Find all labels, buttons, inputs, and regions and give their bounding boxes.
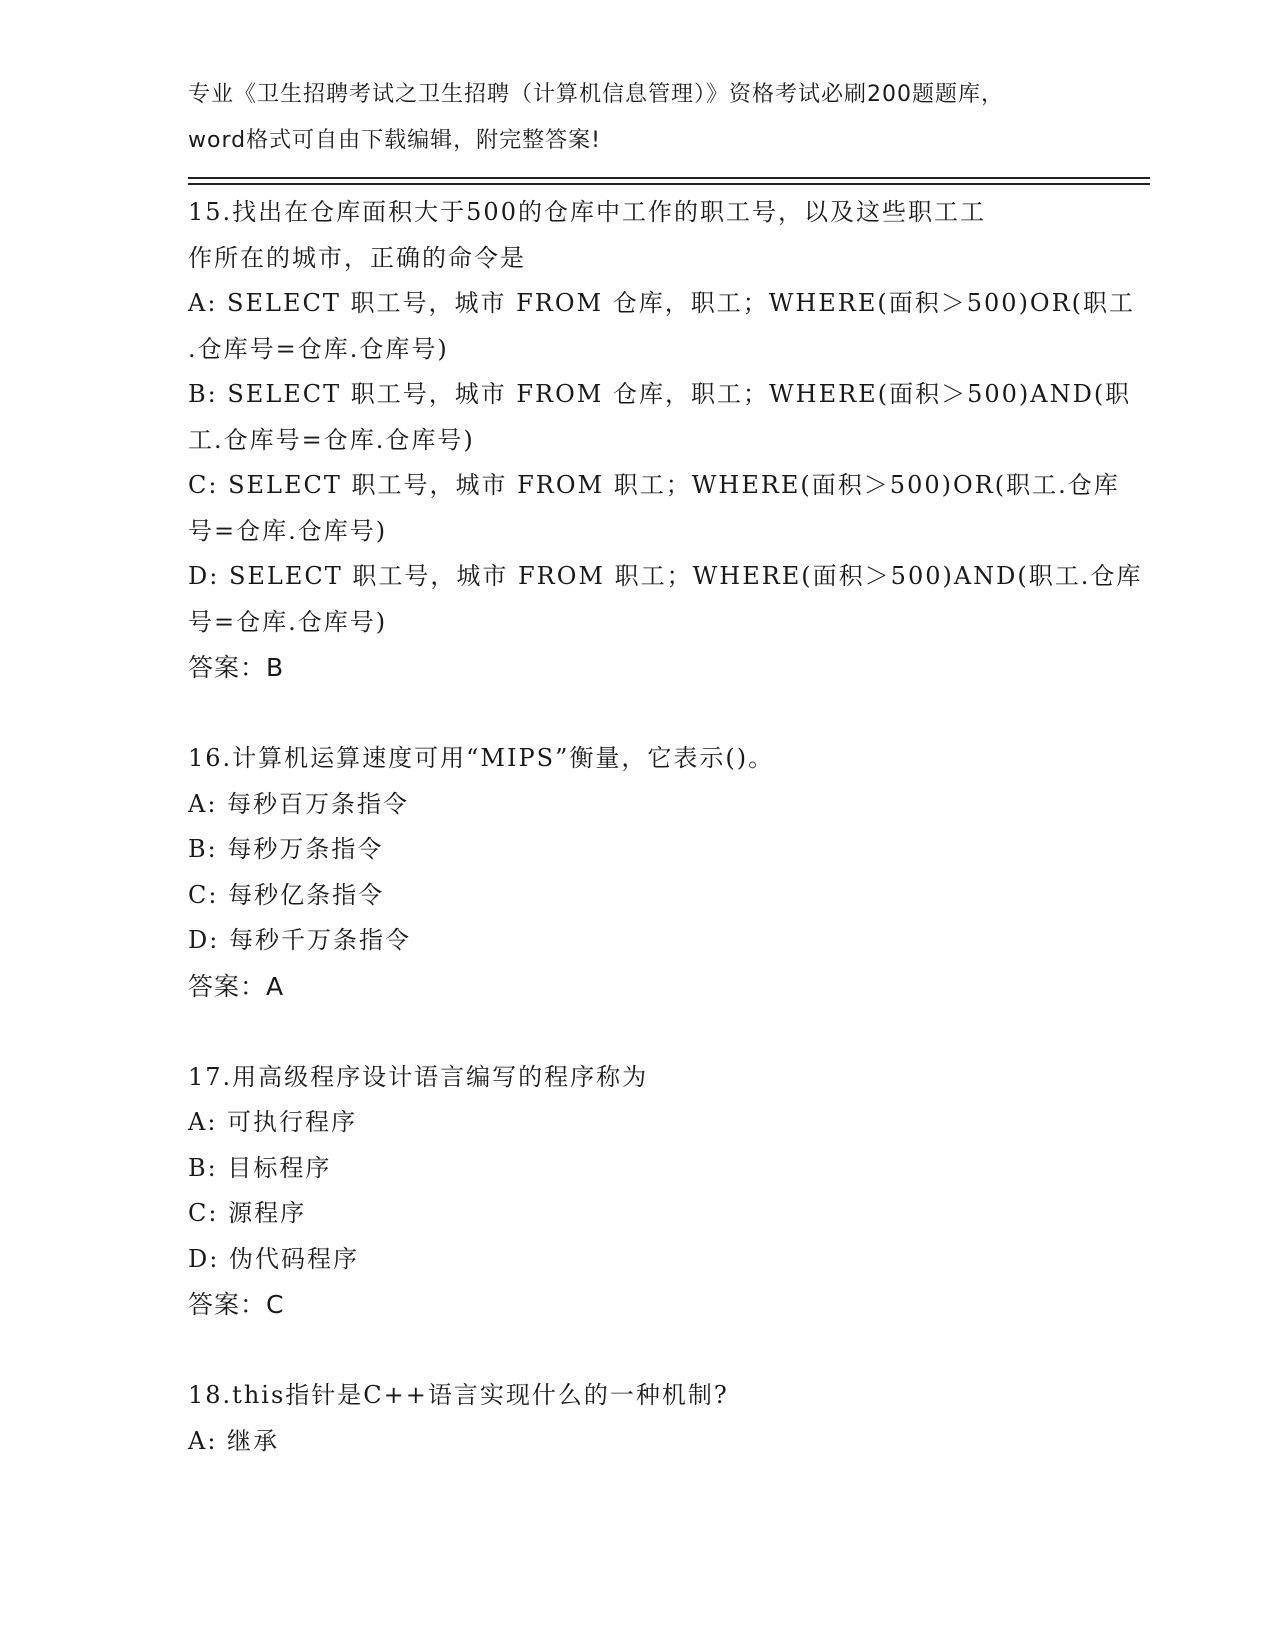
option-d: D: 每秒千万条指令 [188,926,411,954]
question-text: 17.用高级程序设计语言编写的程序称为 [188,1062,649,1091]
option-c: C: SELECT 职工号，城市 FROM 职工；WHERE(面积＞500)OR(职工.仓库 [188,471,1120,499]
question-text: 15.找出在仓库面积大于500的仓库中工作的职工号，以及这些职工工 [188,198,986,226]
spacer [188,1009,1088,1055]
header-divider-bottom [188,183,1150,185]
option-a: A: 每秒百万条指令 [188,789,410,818]
answer: 答案：B [188,653,285,682]
option-b-cont: 工.仓库号=仓库.仓库号) [188,425,475,454]
option-a: A: 可执行程序 [188,1108,358,1136]
option-b: B: SELECT 职工号，城市 FROM 仓库，职工；WHERE(面积＞500)AND(职 [188,380,1132,408]
question-list [188,190,1143,1464]
answer: 答案：A [188,971,285,1001]
answer: 答案：C [188,1290,285,1319]
question-15 [188,190,1143,691]
option-b: B: 目标程序 [188,1153,332,1182]
question-16 [188,736,1088,1009]
option-a: A: 继承 [188,1426,280,1455]
option-c: C: 每秒亿条指令 [188,880,385,909]
document-header [188,72,1068,163]
question-text: 18.this指针是C++语言实现什么的一种机制? [188,1381,729,1409]
option-b: B: 每秒万条指令 [188,835,384,863]
question-text: 16.计算机运算速度可用“MIPS”衡量，它表示()。 [188,744,775,772]
option-a-cont: .仓库号=仓库.仓库号) [188,334,449,363]
header-title-line-1: 专业《卫生招聘考试之卫生招聘（计算机信息管理）》资格考试必刷200题题库， [188,82,1004,107]
header-title-line-2: word格式可自由下载编辑，附完整答案! [188,127,601,153]
spacer [188,691,1088,737]
question-18 [188,1373,1088,1464]
option-d: D: SELECT 职工号，城市 FROM 职工；WHERE(面积＞500)AND(职工.仓库 [188,562,1143,590]
option-c-cont: 号=仓库.仓库号) [188,516,388,545]
option-a: A: SELECT 职工号，城市 FROM 仓库，职工；WHERE(面积＞500)OR(职工 [188,289,1136,317]
option-d: D: 伪代码程序 [188,1244,359,1273]
question-17 [188,1055,1088,1328]
spacer [188,1328,1088,1374]
option-d-cont: 号=仓库.仓库号) [188,607,388,636]
header-divider-top [188,177,1150,179]
option-c: C: 源程序 [188,1199,307,1227]
question-text-cont: 作所在的城市，正确的命令是 [188,243,526,272]
